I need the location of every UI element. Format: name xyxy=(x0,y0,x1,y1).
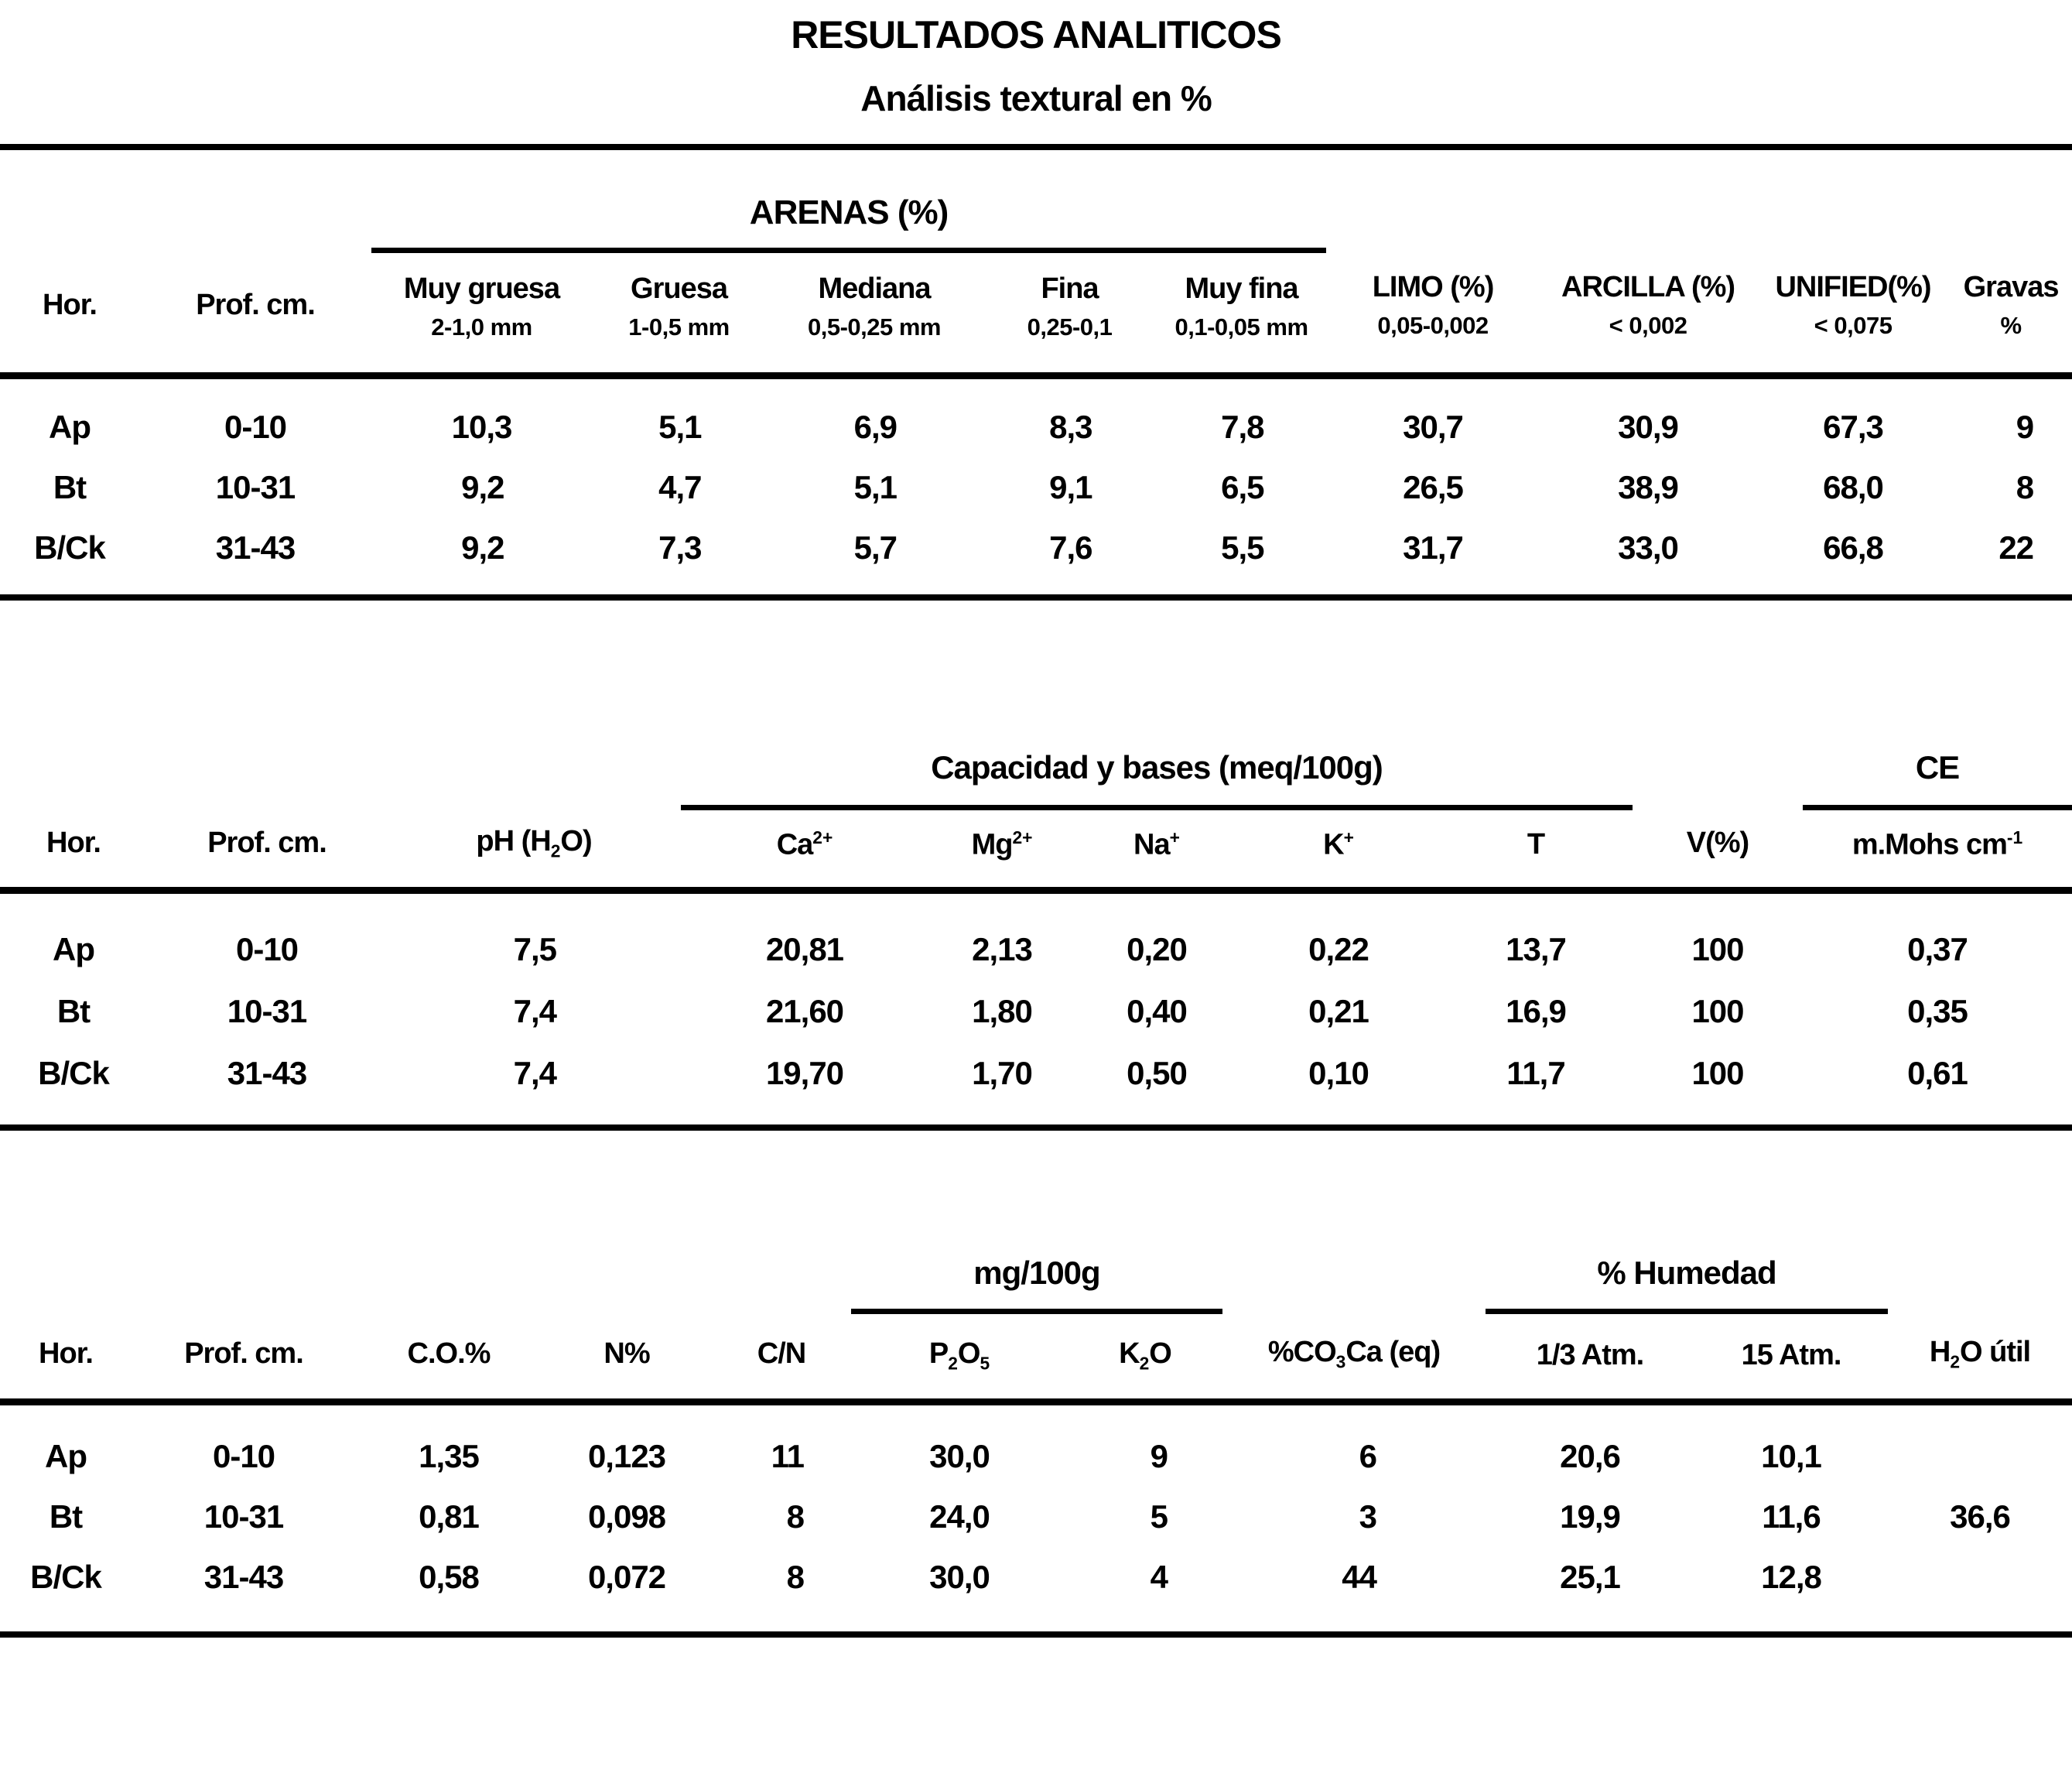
cell-value: 26,5 xyxy=(1403,469,1463,505)
cell-value: 9 xyxy=(2016,409,2034,445)
cell-value: 11,6 xyxy=(1762,1498,1821,1535)
group-spacer xyxy=(1326,147,2072,251)
capacity-bases-group-header: Capacidad y bases (meq/100g) xyxy=(681,741,1633,808)
cell-value: 0,50 xyxy=(1127,1054,1187,1091)
col-header-gruesa xyxy=(592,251,766,376)
cell-horizon: Bt xyxy=(53,469,87,505)
col-header-gravas xyxy=(1950,251,2072,376)
cell-value: 4,7 xyxy=(658,469,702,505)
col-header-mediana xyxy=(766,251,983,376)
cell-value: 10,1 xyxy=(1761,1438,1821,1475)
page-subtitle: Análisis textural en % xyxy=(860,78,1212,118)
cell-value: 20,6 xyxy=(1560,1438,1620,1475)
cell-value: 30,9 xyxy=(1618,409,1678,445)
group-spacer xyxy=(0,1245,851,1312)
cell-depth: 10-31 xyxy=(203,1498,284,1535)
col-header-muy-gruesa xyxy=(371,251,592,376)
cell-value: 10,3 xyxy=(451,409,512,445)
col-range: < 0,002 xyxy=(1609,312,1687,340)
col-header-n: N% xyxy=(542,1311,712,1402)
cell-value: 5,5 xyxy=(1221,529,1264,566)
cell-horizon: Ap xyxy=(45,1438,87,1475)
cell-value: 4 xyxy=(1150,1559,1168,1596)
capacity-group-row xyxy=(0,741,2072,808)
table-row xyxy=(0,1547,2072,1635)
cell-value xyxy=(1888,1402,2072,1487)
col-header-limo xyxy=(1326,251,1540,376)
cell-depth: 0-10 xyxy=(235,930,299,967)
mg100g-group-header: mg/100g xyxy=(851,1245,1222,1312)
cell-value: 100 xyxy=(1691,992,1744,1029)
col-header-prof: Prof. cm. xyxy=(139,251,371,376)
cell-horizon: B/Ck xyxy=(34,529,105,566)
col-header-arcilla xyxy=(1540,251,1756,376)
cell-value: 16,9 xyxy=(1506,992,1566,1029)
col-header-prof: Prof. cm. xyxy=(132,1311,356,1402)
cell-horizon: Ap xyxy=(49,409,91,445)
cell-value: 11 xyxy=(771,1438,804,1475)
cell-value: 6,5 xyxy=(1221,469,1264,505)
col-name: Gravas xyxy=(1963,271,2059,304)
group-spacer xyxy=(0,741,681,808)
table-row xyxy=(0,981,2072,1042)
cell-value: 21,60 xyxy=(765,992,844,1029)
cell-value: 7,5 xyxy=(513,930,556,967)
col-name: LIMO (%) xyxy=(1372,271,1494,304)
col-header-mg: $Mg^{2+}$ xyxy=(928,808,1075,891)
capacity-bases-table xyxy=(0,741,2072,1131)
cell-value: 7,6 xyxy=(1049,529,1092,566)
col-range: 1-0,5 mm xyxy=(628,313,730,341)
cell-value: 0,20 xyxy=(1127,930,1187,967)
cell-value: 0,40 xyxy=(1127,992,1187,1029)
cell-horizon: Bt xyxy=(56,992,91,1029)
cell-value: 0,58 xyxy=(419,1559,479,1596)
col-range: % xyxy=(2000,312,2022,340)
col-name: ARCILLA (%) xyxy=(1561,271,1735,304)
col-range: 0,05-0,002 xyxy=(1377,312,1489,340)
cell-horizon: Bt xyxy=(49,1498,83,1535)
cell-value: 100 xyxy=(1691,930,1744,967)
cell-value: 0,072 xyxy=(587,1559,666,1596)
cell-value: 12,8 xyxy=(1761,1559,1821,1596)
cell-value: 38,9 xyxy=(1618,469,1678,505)
cell-value: 7,4 xyxy=(513,1054,556,1091)
textural-analysis-table xyxy=(0,144,2072,601)
cell-value: 33,0 xyxy=(1618,529,1678,566)
cell-depth: 31-43 xyxy=(203,1559,284,1596)
cell-value: 5 xyxy=(1150,1498,1168,1535)
cell-value: 2,13 xyxy=(972,930,1032,967)
cell-horizon: B/Ck xyxy=(30,1559,101,1596)
group-spacer xyxy=(1888,1245,2072,1312)
cell-value: 1,35 xyxy=(419,1438,479,1475)
col-range: 0,5-0,25 mm xyxy=(808,313,941,341)
col-header-k2o: $K_2O$ xyxy=(1068,1311,1222,1402)
cell-value: 5,1 xyxy=(853,469,897,505)
cell-value: 0,61 xyxy=(1907,1054,1968,1091)
col-header-ph: pH $(H_2O)$ xyxy=(387,808,681,891)
cell-value: 30,7 xyxy=(1403,409,1463,445)
cell-value: 6,9 xyxy=(853,409,897,445)
cell-value: 44 xyxy=(1342,1559,1376,1596)
cell-value: 1,70 xyxy=(972,1054,1032,1091)
table-row xyxy=(0,518,2072,597)
col-header-ca: $Ca^{2+}$ xyxy=(681,808,928,891)
table2-header-row xyxy=(0,808,2072,891)
cell-value: 25,1 xyxy=(1560,1559,1620,1596)
cell-value: 8 xyxy=(2016,469,2034,505)
col-range: 0,25-0,1 xyxy=(1027,313,1113,341)
ce-group-header: CE xyxy=(1803,741,2072,808)
cell-value: 22 xyxy=(1998,529,2034,566)
page-title: RESULTADOS ANALITICOS xyxy=(791,13,1281,56)
cell-value: 19,70 xyxy=(765,1054,844,1091)
col-range: 2-1,0 mm xyxy=(431,313,532,341)
cell-value: 68,0 xyxy=(1823,469,1883,505)
arenas-group-header: ARENAS (%) xyxy=(371,147,1326,251)
cell-value: 7,8 xyxy=(1221,409,1264,445)
cell-value: 9,2 xyxy=(461,529,504,566)
cell-value: 13,7 xyxy=(1506,930,1566,967)
fertility-moisture-table xyxy=(0,1245,2072,1638)
col-header-cn: C/N xyxy=(712,1311,851,1402)
col-header-13atm: 1/3 Atm. xyxy=(1486,1311,1694,1402)
table-row xyxy=(0,376,2072,458)
cell-value: 0,10 xyxy=(1308,1054,1369,1091)
col-range: 0,1-0,05 mm xyxy=(1174,313,1308,341)
cell-value: 3 xyxy=(1359,1498,1376,1535)
cell-value: 24,0 xyxy=(929,1498,990,1535)
col-header-v: V(%) xyxy=(1633,808,1803,891)
cell-value: 31,7 xyxy=(1403,529,1463,566)
cell-value: 19,9 xyxy=(1560,1498,1620,1535)
cell-value: 0,37 xyxy=(1907,930,1968,967)
col-header-fina xyxy=(983,251,1157,376)
cell-value: 100 xyxy=(1691,1054,1744,1091)
cell-value: 67,3 xyxy=(1823,409,1883,445)
table1-header-row xyxy=(0,251,2072,376)
cell-value: 8 xyxy=(786,1559,804,1596)
group-spacer xyxy=(0,147,371,251)
cell-value: 9,2 xyxy=(461,469,504,505)
table-row xyxy=(0,890,2072,981)
cell-depth: 31-43 xyxy=(215,529,296,566)
cell-horizon: B/Ck xyxy=(38,1054,109,1091)
col-range: < 0,075 xyxy=(1814,312,1892,340)
cell-value: 0,098 xyxy=(587,1498,666,1535)
cell-horizon: Ap xyxy=(53,930,94,967)
humedad-group-header: % Humedad xyxy=(1486,1245,1888,1312)
col-name: Muy fina xyxy=(1185,272,1298,305)
mg100g-group-row xyxy=(0,1245,2072,1312)
col-header-na: Na+ xyxy=(1075,808,1238,891)
cell-value: 9 xyxy=(1150,1438,1168,1475)
cell-value: 30,0 xyxy=(929,1438,990,1475)
cell-depth: 0-10 xyxy=(224,409,287,445)
cell-value: 36,6 xyxy=(1950,1498,2010,1535)
col-header-hor: Hor. xyxy=(0,251,139,376)
arenas-group-row xyxy=(0,147,2072,251)
cell-depth: 0-10 xyxy=(212,1438,275,1475)
cell-depth: 10-31 xyxy=(227,992,307,1029)
cell-value: 11,7 xyxy=(1506,1054,1565,1091)
cell-value: 5,7 xyxy=(853,529,897,566)
cell-value: 30,0 xyxy=(929,1559,990,1596)
col-name: Mediana xyxy=(818,272,931,305)
cell-value: 8,3 xyxy=(1049,409,1092,445)
col-name: Gruesa xyxy=(631,272,727,305)
cell-value: 0,35 xyxy=(1907,992,1968,1029)
table-row xyxy=(0,1402,2072,1487)
group-spacer xyxy=(1633,741,1803,808)
cell-value: 0,22 xyxy=(1308,930,1369,967)
cell-value: 6 xyxy=(1359,1438,1376,1475)
col-header-unified xyxy=(1756,251,1950,376)
col-header-prof: Prof. cm. xyxy=(147,808,387,891)
cell-value: 0,123 xyxy=(587,1438,666,1475)
col-header-15atm: 15 Atm. xyxy=(1694,1311,1888,1402)
col-header-muy-fina xyxy=(1157,251,1326,376)
cell-value: 7,3 xyxy=(658,529,702,566)
col-header-t: T xyxy=(1439,808,1633,891)
col-name: UNIFIED(%) xyxy=(1775,271,1931,304)
cell-depth: 31-43 xyxy=(227,1054,307,1091)
table-row xyxy=(0,1042,2072,1128)
cell-value: 0,81 xyxy=(419,1498,479,1535)
col-header-co3ca: $\%CO_3Ca$ (eq) xyxy=(1222,1311,1486,1402)
cell-value: 66,8 xyxy=(1823,529,1883,566)
cell-value: 20,81 xyxy=(765,930,844,967)
cell-value: 1,80 xyxy=(972,992,1032,1029)
col-name: Muy gruesa xyxy=(403,272,560,305)
col-header-h2o-util: $H_2O$ útil xyxy=(1888,1311,2072,1402)
col-header-hor: Hor. xyxy=(0,1311,132,1402)
cell-depth: 10-31 xyxy=(215,469,296,505)
cell-value: 8 xyxy=(786,1498,804,1535)
cell-value: 7,4 xyxy=(513,992,556,1029)
col-header-mmohs: m.Mohs $cm^{-1}$ xyxy=(1803,808,2072,891)
cell-value: 9,1 xyxy=(1049,469,1092,505)
table-row xyxy=(0,457,2072,518)
group-spacer xyxy=(1222,1245,1486,1312)
col-header-hor: Hor. xyxy=(0,808,147,891)
col-header-co: C.O.% xyxy=(356,1311,542,1402)
col-header-p2o5: $P_2O_5$ xyxy=(851,1311,1068,1402)
col-header-k: K+ xyxy=(1238,808,1439,891)
col-name: Fina xyxy=(1041,272,1099,305)
table3-header-row xyxy=(0,1311,2072,1402)
cell-value xyxy=(1888,1547,2072,1635)
cell-value: 0,21 xyxy=(1308,992,1369,1029)
cell-value: 5,1 xyxy=(658,409,702,445)
table-row xyxy=(0,1487,2072,1547)
